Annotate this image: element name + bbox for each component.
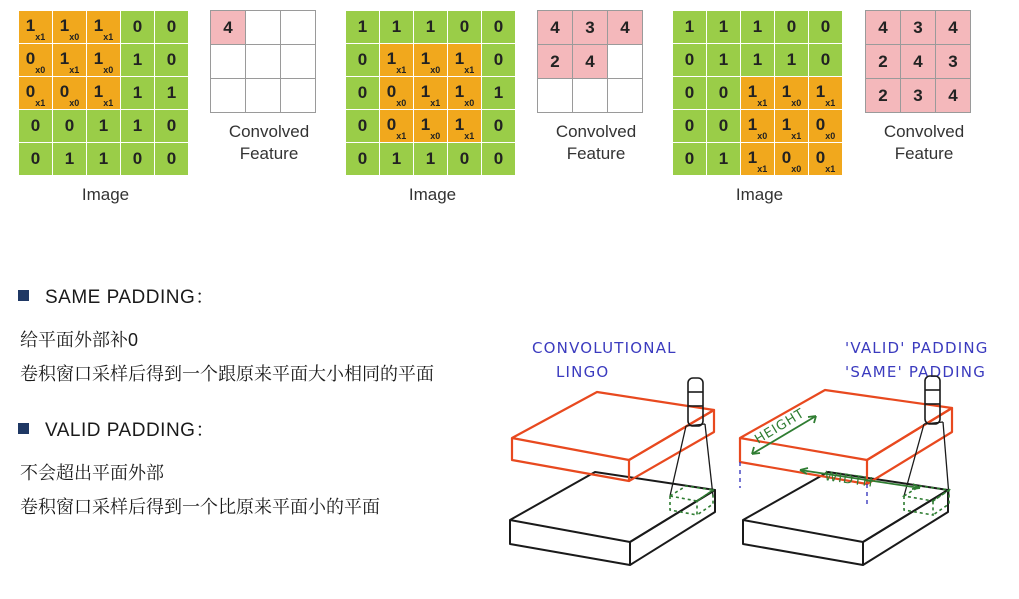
grid-cell [448, 44, 482, 77]
grid-row [211, 79, 316, 113]
cell-weight-subscript: x0 [103, 64, 114, 75]
caption-line-1: Convolved [883, 122, 965, 141]
grid-cell [775, 110, 809, 143]
same-padding-heading-row [18, 282, 518, 309]
grid-cell [673, 110, 707, 143]
cell-value: 1 [93, 49, 104, 69]
grid-cell [608, 45, 643, 79]
cell-weight-subscript: x0 [69, 31, 80, 42]
caption-feature-3 [865, 121, 983, 165]
sketch-drawing [500, 320, 1019, 599]
grid-row [19, 77, 189, 110]
grid-cell [741, 143, 775, 176]
grid-cell [707, 77, 741, 110]
caption-image-2: Image [408, 185, 457, 204]
cell-weight-subscript: x0 [464, 97, 475, 108]
grid-row [346, 11, 516, 44]
image-grid-1 [18, 10, 189, 176]
cell-value: 0 [132, 149, 143, 168]
grid-cell [448, 11, 482, 44]
caption-line-2: Feature [566, 144, 626, 163]
cell-value: 0 [815, 115, 826, 135]
cell-value: 0 [357, 83, 368, 102]
cell-value: 0 [166, 17, 177, 36]
grid-cell [573, 45, 608, 79]
grid-cell [414, 143, 448, 176]
cell-weight-subscript: x1 [791, 130, 802, 141]
grid-cell [866, 11, 901, 45]
cell-value: 1 [747, 148, 758, 168]
cell-value: 1 [132, 83, 143, 102]
same-padding-heading: SAME PADDING： [45, 287, 215, 308]
valid-padding-line-2: 卷积窗口采样后得到一个比原来平面小的平面 [20, 497, 380, 517]
cell-weight-subscript: x1 [103, 31, 114, 42]
sketch-title-line-2: LINGO [556, 363, 610, 381]
convolved-feature-grid-2 [537, 10, 643, 113]
cell-value: 0 [684, 116, 695, 135]
grid-cell [538, 45, 573, 79]
grid-row [866, 45, 971, 79]
grid-cell [380, 77, 414, 110]
cell-value: 1 [781, 82, 792, 102]
grid-row [346, 143, 516, 176]
grid-cell [901, 79, 936, 113]
grid-cell [19, 77, 53, 110]
cell-weight-subscript: x1 [757, 163, 768, 174]
grid-cell [901, 45, 936, 79]
grid-cell [538, 79, 573, 113]
grid-cell [53, 11, 87, 44]
grid-row [866, 79, 971, 113]
grid-cell [19, 110, 53, 143]
cell-value: 0 [459, 149, 470, 168]
grid-cell [121, 110, 155, 143]
cell-value: 1 [718, 17, 729, 36]
square-bullet-icon [18, 290, 29, 301]
cell-value: 1 [93, 16, 104, 36]
cell-value: 0 [493, 50, 504, 69]
grid-cell [809, 110, 843, 143]
grid-cell [707, 110, 741, 143]
cell-value: 0 [718, 116, 729, 135]
valid-padding-line-1: 不会超出平面外部 [20, 463, 164, 483]
cell-value: 4 [948, 85, 958, 105]
grid-cell [53, 44, 87, 77]
cell-value: 1 [454, 49, 465, 69]
grid-cell [380, 11, 414, 44]
grid-cell [482, 44, 516, 77]
cell-value: 1 [132, 50, 143, 69]
sketch-title-same: 'SAME' PADDING [845, 363, 987, 381]
cell-value: 0 [25, 82, 36, 102]
square-bullet-icon [18, 423, 29, 434]
grid-body [538, 11, 643, 113]
left-green-window [670, 486, 713, 515]
cell-value: 0 [820, 17, 831, 36]
grid-cell [809, 143, 843, 176]
grid-body [673, 11, 843, 176]
cell-value: 1 [420, 82, 431, 102]
cell-value: 4 [913, 51, 923, 71]
valid-padding-heading: VALID PADDING： [45, 420, 215, 441]
grid-row [866, 11, 971, 45]
grid-cell [53, 143, 87, 176]
grid-row [346, 110, 516, 143]
cell-value: 1 [357, 17, 368, 36]
grid-cell [673, 44, 707, 77]
grid-cell [809, 11, 843, 44]
grid-cell [19, 11, 53, 44]
grid-cell [246, 45, 281, 79]
grid-row [673, 44, 843, 77]
grid-cell [741, 77, 775, 110]
cell-value: 3 [913, 85, 923, 105]
cell-weight-subscript: x1 [69, 64, 80, 75]
cell-value: 1 [59, 16, 70, 36]
cell-value: 1 [166, 83, 177, 102]
cell-value: 0 [718, 83, 729, 102]
grid-cell [380, 110, 414, 143]
image-grid-2 [345, 10, 516, 176]
cell-value: 1 [425, 149, 436, 168]
cell-weight-subscript: x0 [825, 130, 836, 141]
cell-value: 0 [684, 50, 695, 69]
cell-value: 0 [684, 149, 695, 168]
conv-block-image-3 [672, 10, 847, 206]
cell-weight-subscript: x1 [103, 97, 114, 108]
grid-cell [380, 44, 414, 77]
valid-padding-heading-row [18, 415, 518, 442]
cell-value: 0 [166, 116, 177, 135]
grid-cell [809, 44, 843, 77]
caption-image-3: Image [735, 185, 784, 204]
grid-cell [707, 143, 741, 176]
grid-cell [211, 45, 246, 79]
cell-weight-subscript: x1 [35, 97, 46, 108]
grid-cell [346, 11, 380, 44]
grid-cell [482, 11, 516, 44]
cell-weight-subscript: x1 [396, 130, 407, 141]
cell-weight-subscript: x1 [825, 97, 836, 108]
grid-row [19, 110, 189, 143]
grid-cell [155, 110, 189, 143]
grid-cell [573, 79, 608, 113]
grid-cell [936, 11, 971, 45]
grid-cell [155, 44, 189, 77]
grid-cell [482, 110, 516, 143]
grid-row [346, 44, 516, 77]
grid-cell [121, 77, 155, 110]
grid-cell [346, 143, 380, 176]
grid-row [19, 143, 189, 176]
grid-cell [346, 44, 380, 77]
cell-value: 1 [815, 82, 826, 102]
grid-cell [414, 44, 448, 77]
grid-row [673, 11, 843, 44]
grid-cell [211, 11, 246, 45]
cell-value: 1 [747, 115, 758, 135]
caption-line-2: Feature [894, 144, 954, 163]
cell-value: 0 [459, 17, 470, 36]
cell-value: 2 [550, 51, 560, 71]
cell-value: 1 [752, 17, 763, 36]
grid-cell [538, 11, 573, 45]
cell-weight-subscript: x0 [35, 64, 46, 75]
cell-value: 0 [357, 116, 368, 135]
grid-cell [121, 143, 155, 176]
cell-value: 0 [386, 82, 397, 102]
grid-cell [608, 11, 643, 45]
grid-cell [673, 143, 707, 176]
same-padding-line-2: 卷积窗口采样后得到一个跟原来平面大小相同的平面 [20, 364, 434, 384]
cell-weight-subscript: x1 [35, 31, 46, 42]
grid-cell [482, 77, 516, 110]
section-spacer [18, 391, 518, 415]
cell-value: 1 [718, 50, 729, 69]
sketch-title-line-1: CONVOLUTIONAL [532, 339, 677, 357]
grid-row [346, 77, 516, 110]
grid-cell [775, 44, 809, 77]
conv-block-feature-1 [210, 10, 328, 165]
cell-value: 1 [64, 149, 75, 168]
cell-value: 1 [493, 83, 504, 102]
grid-cell [346, 77, 380, 110]
cell-value: 0 [684, 83, 695, 102]
grid-row [673, 77, 843, 110]
caption-image-1: Image [81, 185, 130, 204]
grid-row [19, 11, 189, 44]
grid-cell [246, 79, 281, 113]
grid-cell [775, 143, 809, 176]
grid-cell [775, 77, 809, 110]
grid-cell [707, 11, 741, 44]
cell-value: 0 [357, 50, 368, 69]
cell-value: 1 [752, 50, 763, 69]
grid-cell [19, 143, 53, 176]
cell-value: 1 [98, 149, 109, 168]
conv-block-image-2 [345, 10, 520, 206]
cell-value: 0 [166, 50, 177, 69]
cell-value: 1 [93, 82, 104, 102]
grid-row [673, 143, 843, 176]
grid-cell [87, 44, 121, 77]
grid-cell [866, 45, 901, 79]
grid-cell [673, 77, 707, 110]
conv-block-feature-3 [865, 10, 983, 165]
cell-value: 1 [718, 149, 729, 168]
conv-block-feature-2 [537, 10, 655, 165]
grid-cell [414, 77, 448, 110]
grid-cell [121, 44, 155, 77]
cell-value: 0 [64, 116, 75, 135]
grid-row [538, 11, 643, 45]
convolved-feature-grid-3 [865, 10, 971, 113]
grid-cell [155, 11, 189, 44]
grid-cell [87, 77, 121, 110]
grid-row [19, 44, 189, 77]
cell-value: 1 [59, 49, 70, 69]
grid-cell [19, 44, 53, 77]
cell-weight-subscript: x0 [69, 97, 80, 108]
cell-value: 1 [98, 116, 109, 135]
grid-cell [281, 79, 316, 113]
grid-cell [211, 79, 246, 113]
cell-weight-subscript: x1 [757, 97, 768, 108]
cell-value: 4 [878, 17, 888, 37]
sketch-title-valid: 'VALID' PADDING [845, 339, 989, 357]
cell-value: 0 [493, 149, 504, 168]
grid-cell [380, 143, 414, 176]
right-green-window [904, 486, 949, 515]
cell-value: 4 [948, 17, 958, 37]
cell-value: 1 [25, 16, 36, 36]
grid-cell [155, 143, 189, 176]
cell-value: 3 [948, 51, 958, 71]
grid-cell [707, 44, 741, 77]
cell-value: 0 [786, 17, 797, 36]
caption-feature-1 [210, 121, 328, 165]
cell-value: 1 [386, 49, 397, 69]
left-bottom-slab [510, 472, 715, 565]
grid-body [19, 11, 189, 176]
cell-value: 0 [30, 149, 41, 168]
grid-cell [482, 143, 516, 176]
cell-weight-subscript: x0 [430, 130, 441, 141]
padding-explanation-text [18, 282, 518, 524]
caption-line-2: Feature [239, 144, 299, 163]
cell-value: 2 [878, 85, 888, 105]
grid-cell [573, 11, 608, 45]
cell-value: 1 [454, 115, 465, 135]
grid-cell [741, 110, 775, 143]
grid-cell [155, 77, 189, 110]
cell-weight-subscript: x0 [396, 97, 407, 108]
grid-cell [901, 11, 936, 45]
grid-row [538, 79, 643, 113]
grid-cell [281, 11, 316, 45]
grid-body [211, 11, 316, 113]
cell-weight-subscript: x0 [757, 130, 768, 141]
grid-cell [87, 11, 121, 44]
grid-cell [448, 110, 482, 143]
cell-weight-subscript: x1 [825, 163, 836, 174]
cell-value: 0 [493, 116, 504, 135]
grid-cell [608, 79, 643, 113]
grid-cell [936, 45, 971, 79]
same-padding-line-1: 给平面外部补0 [20, 330, 139, 350]
cell-value: 0 [132, 17, 143, 36]
cell-value: 0 [30, 116, 41, 135]
grid-cell [448, 143, 482, 176]
cell-value: 4 [550, 17, 560, 37]
grid-row [673, 110, 843, 143]
cell-value: 1 [420, 115, 431, 135]
image-grid-3 [672, 10, 843, 176]
cell-value: 1 [391, 149, 402, 168]
cell-weight-subscript: x0 [791, 97, 802, 108]
cell-value: 3 [913, 17, 923, 37]
caption-line-1: Convolved [555, 122, 637, 141]
grid-cell [866, 79, 901, 113]
grid-cell [741, 11, 775, 44]
cell-value: 0 [820, 50, 831, 69]
grid-cell [448, 77, 482, 110]
grid-body [346, 11, 516, 176]
cell-value: 0 [781, 148, 792, 168]
grid-cell [281, 45, 316, 79]
cell-value: 4 [620, 17, 630, 37]
cell-weight-subscript: x1 [430, 97, 441, 108]
cell-value: 0 [357, 149, 368, 168]
cell-value: 0 [59, 82, 70, 102]
cell-weight-subscript: x1 [464, 130, 475, 141]
cell-weight-subscript: x0 [791, 163, 802, 174]
cell-weight-subscript: x1 [396, 64, 407, 75]
cell-value: 1 [425, 17, 436, 36]
cell-value: 1 [747, 82, 758, 102]
grid-cell [775, 11, 809, 44]
cell-value: 1 [420, 49, 431, 69]
cell-value: 1 [786, 50, 797, 69]
cell-value: 1 [132, 116, 143, 135]
grid-cell [121, 11, 155, 44]
cell-weight-subscript: x1 [464, 64, 475, 75]
cell-value: 1 [684, 17, 695, 36]
grid-row [211, 11, 316, 45]
cell-value: 0 [166, 149, 177, 168]
grid-row [211, 45, 316, 79]
grid-cell [673, 11, 707, 44]
cell-value: 1 [391, 17, 402, 36]
grid-cell [346, 110, 380, 143]
cell-value: 0 [815, 148, 826, 168]
width-label: WIDTH [823, 469, 875, 491]
cell-value: 1 [454, 82, 465, 102]
convolution-diagram-strip [0, 0, 1019, 240]
grid-cell [87, 143, 121, 176]
grid-cell [936, 79, 971, 113]
caption-line-1: Convolved [228, 122, 310, 141]
conv-block-image-1 [18, 10, 193, 206]
grid-cell [87, 110, 121, 143]
grid-cell [53, 110, 87, 143]
height-label: HEIGHT [752, 405, 808, 448]
grid-cell [414, 11, 448, 44]
convolved-feature-grid-1 [210, 10, 316, 113]
cell-value: 4 [585, 51, 595, 71]
cell-value: 4 [223, 17, 233, 37]
cell-value: 0 [386, 115, 397, 135]
cell-weight-subscript: x0 [430, 64, 441, 75]
cell-value: 0 [493, 17, 504, 36]
grid-cell [53, 77, 87, 110]
cell-value: 3 [585, 17, 595, 37]
grid-body [866, 11, 971, 113]
cell-value: 1 [781, 115, 792, 135]
grid-cell [414, 110, 448, 143]
grid-row [538, 45, 643, 79]
caption-feature-2 [537, 121, 655, 165]
cell-value: 0 [25, 49, 36, 69]
handdrawn-padding-sketch [500, 320, 1019, 599]
grid-cell [741, 44, 775, 77]
cell-value: 2 [878, 51, 888, 71]
grid-cell [809, 77, 843, 110]
grid-cell [246, 11, 281, 45]
